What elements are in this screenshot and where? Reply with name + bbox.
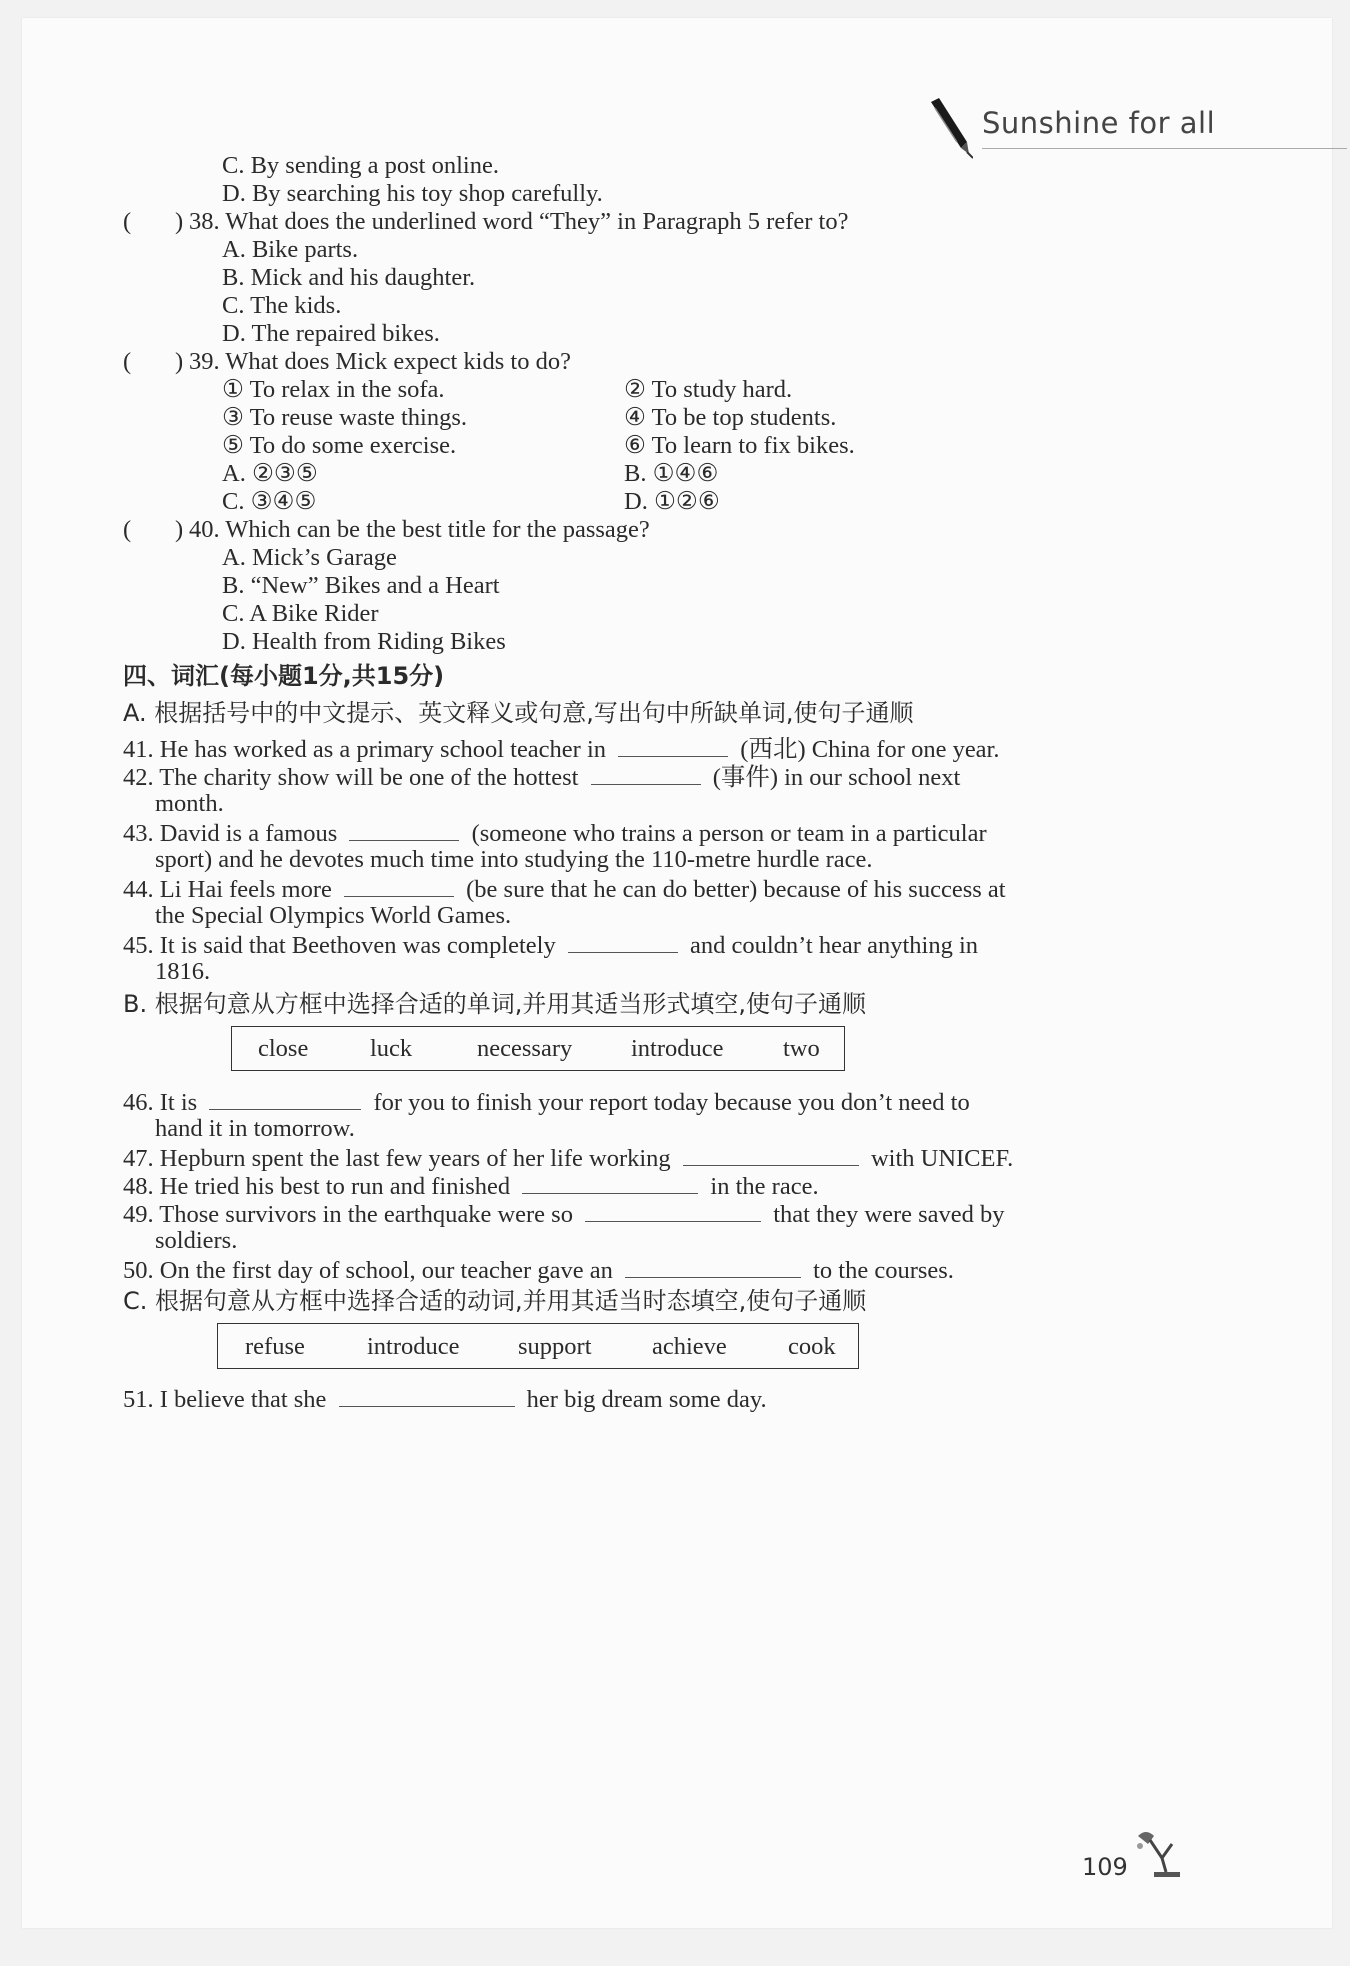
question-part: in the race. <box>710 1173 819 1200</box>
header-title: Sunshine for all <box>982 106 1216 140</box>
question-text <box>123 1251 954 1288</box>
option-text: A. ②③⑤ <box>222 460 318 487</box>
question-part: (someone who trains a person or team in a particular <box>471 820 987 847</box>
question-part: 45. It is said that Beethoven was completely <box>123 932 556 959</box>
question-text: hand it in tomorrow. <box>155 1115 355 1142</box>
question-part: 43. David is a famous <box>123 820 338 847</box>
question-stem: 38. What does the underlined word “They” in Paragraph 5 refer to? <box>189 208 849 235</box>
answer-paren-left[interactable]: ( <box>123 516 132 543</box>
question-part: 50. On the first day of school, our teacher gave an <box>123 1257 613 1284</box>
option-text: C. The kids. <box>222 292 342 319</box>
answer-paren-right[interactable]: ) <box>175 516 184 543</box>
page-number: 109 <box>1082 1853 1128 1881</box>
option-text: A. Bike parts. <box>222 236 359 263</box>
question-text <box>123 758 960 795</box>
answer-blank[interactable] <box>625 1251 801 1278</box>
answer-paren-right[interactable]: ) <box>175 348 184 375</box>
question-part: 49. Those survivors in the earthquake were so <box>123 1201 573 1228</box>
section-title: 四、词汇(每小题1分,共15分) <box>123 662 445 690</box>
question-part: 47. Hepburn spent the last few years of her life working <box>123 1145 671 1172</box>
word-option: introduce <box>367 1332 460 1360</box>
question-text: soldiers. <box>155 1227 238 1254</box>
question-text: sport) and he devotes much time into studying the 110-metre hurdle race. <box>155 846 873 873</box>
part-instruction: A. 根据括号中的中文提示、英文释义或句意,写出句中所缺单词,使句子通顺 <box>123 699 914 727</box>
answer-blank[interactable] <box>522 1167 698 1194</box>
question-part: her big dream some day. <box>526 1386 767 1413</box>
question-part: with UNICEF. <box>870 1145 1014 1172</box>
answer-blank[interactable] <box>209 1083 361 1110</box>
part-instruction: C. 根据句意从方框中选择合适的动词,并用其适当时态填空,使句子通顺 <box>123 1287 867 1315</box>
answer-paren-right[interactable]: ) <box>175 208 184 235</box>
page-header <box>927 98 1347 158</box>
answer-blank[interactable] <box>339 1380 515 1407</box>
option-text: A. Mick’s Garage <box>222 544 397 571</box>
option-text: C. By sending a post online. <box>222 152 499 179</box>
option-text: B. Mick and his daughter. <box>222 264 476 291</box>
word-box <box>217 1323 859 1369</box>
question-part: to the courses. <box>813 1257 954 1284</box>
question-text: month. <box>155 790 224 817</box>
option-text: B. ①④⑥ <box>624 460 719 487</box>
question-text: 1816. <box>155 958 211 985</box>
answer-blank[interactable] <box>591 758 701 785</box>
header-rule <box>982 148 1347 149</box>
option-text: D. The repaired bikes. <box>222 320 440 347</box>
answer-blank[interactable] <box>344 870 454 897</box>
choice-item: ④ To be top students. <box>624 404 837 431</box>
question-part: 41. He has worked as a primary school teacher in <box>123 736 607 763</box>
option-text: C. ③④⑤ <box>222 488 317 515</box>
pen-icon <box>927 98 973 160</box>
choice-item: ⑥ To learn to fix bikes. <box>624 432 855 459</box>
answer-blank[interactable] <box>683 1139 859 1166</box>
answer-paren-left[interactable]: ( <box>123 348 132 375</box>
option-text: D. By searching his toy shop carefully. <box>222 180 603 207</box>
question-part: that they were saved by <box>773 1201 1005 1228</box>
word-option: cook <box>788 1332 836 1360</box>
question-part: 51. I believe that she <box>123 1386 327 1413</box>
answer-paren-left[interactable]: ( <box>123 208 132 235</box>
question-part: (be sure that he can do better) because of his success at <box>466 876 1006 903</box>
question-part: 48. He tried his best to run and finished <box>123 1173 511 1200</box>
question-part: 44. Li Hai feels more <box>123 876 332 903</box>
choice-item: ① To relax in the sofa. <box>222 376 445 403</box>
option-text: B. “New” Bikes and a Heart <box>222 572 500 599</box>
word-option: two <box>783 1035 820 1062</box>
word-option: refuse <box>245 1332 305 1360</box>
question-stem: 40. Which can be the best title for the passage? <box>189 516 650 543</box>
word-option: achieve <box>652 1332 727 1360</box>
question-text <box>123 1195 1005 1232</box>
question-part: (西北) China for one year. <box>740 736 1000 763</box>
question-part: (事件) in our school next <box>712 764 961 791</box>
word-option: close <box>258 1035 309 1062</box>
option-text: D. ①②⑥ <box>624 488 720 515</box>
word-box <box>231 1026 845 1071</box>
choice-item: ⑤ To do some exercise. <box>222 432 457 459</box>
option-text: D. Health from Riding Bikes <box>222 628 506 655</box>
answer-blank[interactable] <box>585 1195 761 1222</box>
document-page <box>22 18 1332 1928</box>
answer-blank[interactable] <box>349 814 459 841</box>
choice-item: ② To study hard. <box>624 376 793 403</box>
choice-item: ③ To reuse waste things. <box>222 404 468 431</box>
question-part: 46. It is <box>123 1089 198 1116</box>
question-part: for you to finish your report today because you don’t need to <box>373 1089 970 1116</box>
answer-blank[interactable] <box>618 730 728 757</box>
lamp-icon <box>1132 1828 1182 1880</box>
question-text <box>123 1380 767 1417</box>
question-text <box>123 926 978 963</box>
option-text: C. A Bike Rider <box>222 600 379 627</box>
part-instruction: B. 根据句意从方框中选择合适的单词,并用其适当形式填空,使句子通顺 <box>123 990 866 1018</box>
question-stem: 39. What does Mick expect kids to do? <box>189 348 571 375</box>
word-option: support <box>518 1332 592 1360</box>
word-option: introduce <box>631 1035 724 1062</box>
word-option: luck <box>370 1035 413 1062</box>
question-text: the Special Olympics World Games. <box>155 902 512 929</box>
question-part: 42. The charity show will be one of the hottest <box>123 764 579 791</box>
word-option: necessary <box>477 1035 573 1062</box>
answer-blank[interactable] <box>568 926 678 953</box>
question-part: and couldn’t hear anything in <box>689 932 979 959</box>
